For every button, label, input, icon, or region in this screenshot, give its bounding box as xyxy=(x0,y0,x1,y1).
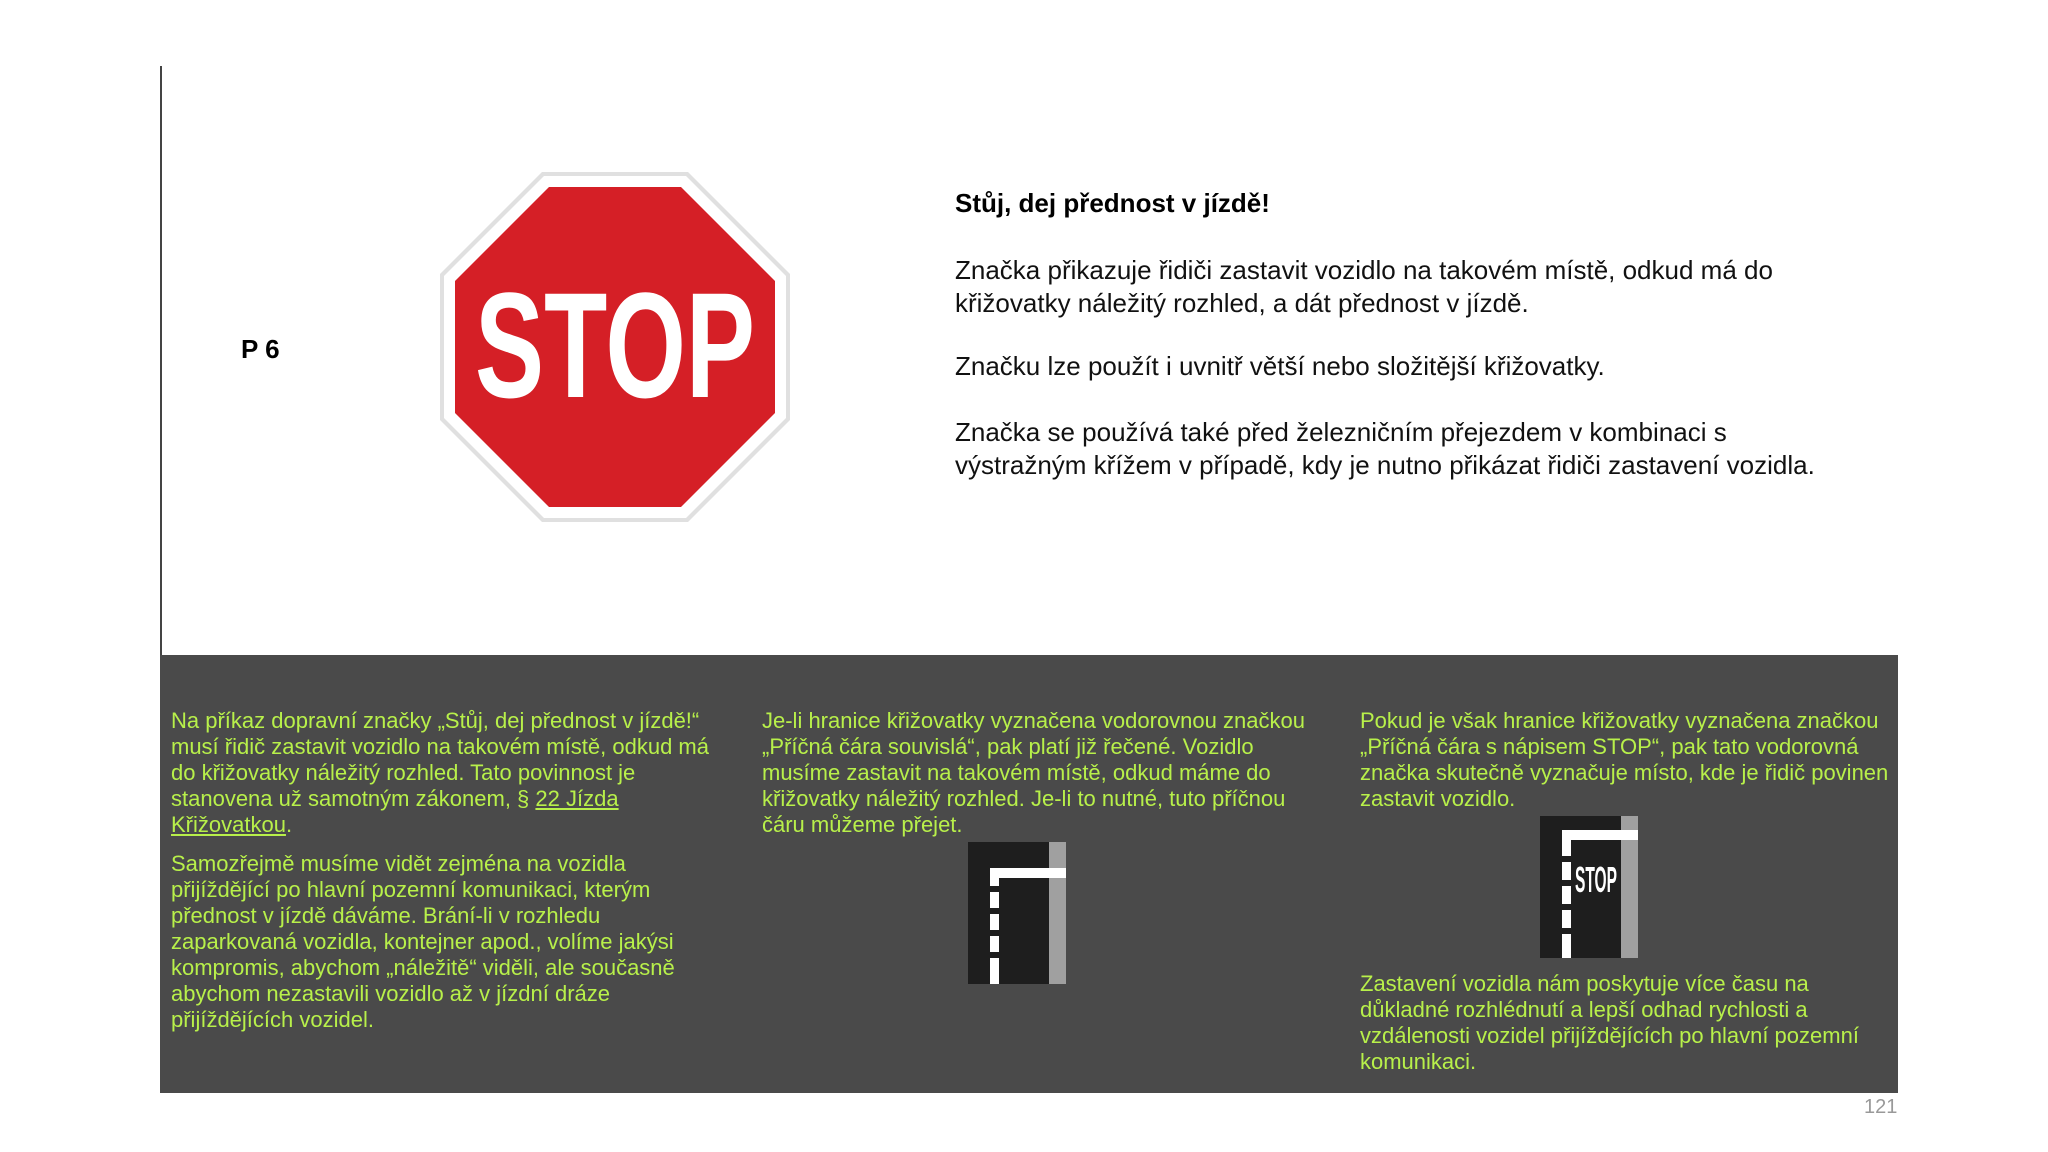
left-margin-line xyxy=(160,66,162,656)
solid-stop-line-marking-icon xyxy=(968,842,1066,984)
col3-paragraph-2: Zastavení vozidla nám poskytuje více času na důkladné rozhlédnutí a lepší odhad rychlosti a vzdálenosti vozidel přijíždějících po hlavní pozemní komunikaci. xyxy=(1360,971,1859,1074)
col1-paragraph-2: Samozřejmě musíme vidět zejména na vozidla přijíždějící po hlavní pozemní komunikaci, kterým přednost v jízdě dáváme. Brání-li v rozhledu zaparkovaná vozidla, kontejner apod., volíme jakýsi kompromis, abychom „náležitě“ viděli, ale současně abychom nezastavili vozidlo až v jízdní dráze přijíždějících vozidel. xyxy=(171,851,675,1032)
sign-description-3: Značka se používá také před železničním přejezdem v kombinaci s výstražným křížem v případě, kdy je nutno přikázat řidiči zastavení vozidla. xyxy=(955,417,1815,480)
stop-sign-icon xyxy=(440,172,790,522)
stop-sign-text: STOP xyxy=(475,261,755,429)
sign-description-1: Značka přikazuje řidiči zastavit vozidlo na takovém místě, odkud má do křižovatky náležitý rozhled, a dát přednost v jízdě. xyxy=(955,255,1773,318)
page-number: 121 xyxy=(1864,1096,1898,1118)
col2-paragraph-1: Je-li hranice křižovatky vyznačena vodorovnou značkou „Příčná čára souvislá“, pak platí již řečené. Vozidlo musíme zastavit na takovém místě, odkud máme do křižovatky náležitý rozhled. Je-li to nutné, tuto příčnou čáru můžeme přejet. xyxy=(762,708,1305,837)
col3-paragraph-1: Pokud je však hranice křižovatky vyznačena značkou „Příčná čára s nápisem STOP“, pak tato vodorovná značka skutečně vyznačuje místo, kde je řidič povinen zastavit vozidlo. xyxy=(1360,708,1889,811)
col1-text-end: . xyxy=(285,812,293,837)
col1-text: Na příkaz dopravní značky „Stůj, dej přednost v jízdě!“ musí řidič zastavit vozidlo na takovém místě, odkud má do křižovatky náležitý rozhled. Tato povinnost je stanovena už samotným zákonem, § xyxy=(171,708,709,811)
sign-title: Stůj, dej přednost v jízdě! xyxy=(955,188,1270,218)
sign-description-2: Značku lze použít i uvnitř větší nebo složitější křižovatky. xyxy=(955,351,1605,381)
marking-stop-text: STOP xyxy=(1575,859,1617,900)
col1-paragraph-1 xyxy=(171,708,711,838)
sign-code: P 6 xyxy=(241,334,280,364)
law-link[interactable]: 22 Jízda Křižovatkou xyxy=(171,786,619,837)
stop-text-line-marking-icon xyxy=(1540,816,1638,958)
